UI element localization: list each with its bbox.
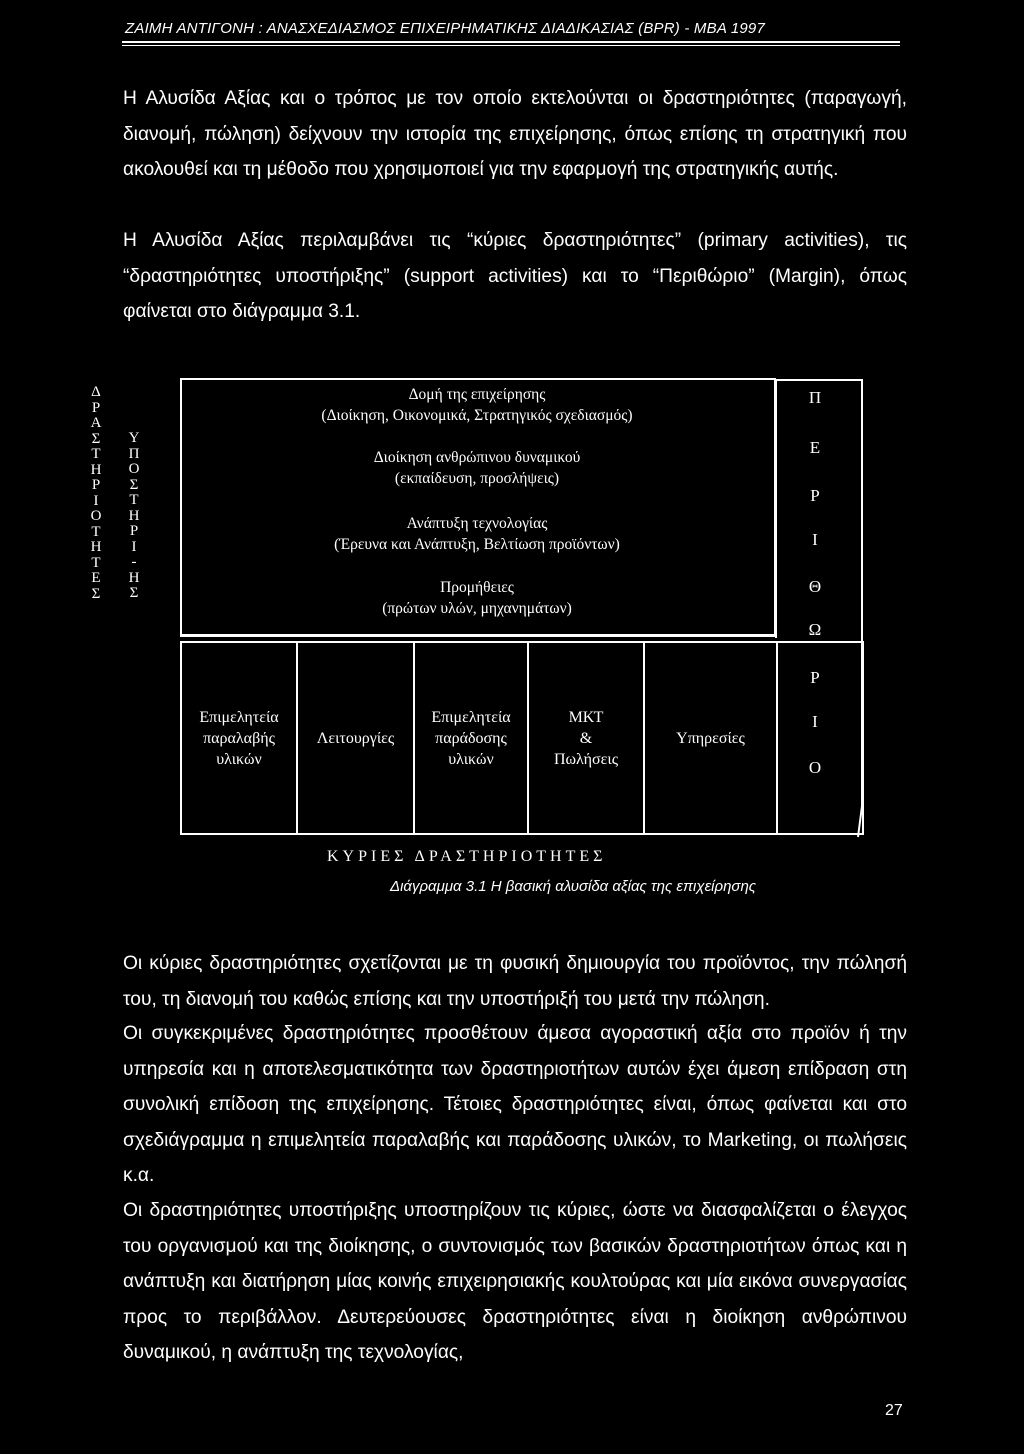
primary-marketing-sales	[529, 643, 643, 833]
margin-letter: Ι	[812, 530, 818, 549]
vertical-letter: Τ	[91, 554, 101, 571]
support-human-resources	[180, 447, 774, 489]
vertical-letter: Τ	[129, 492, 139, 508]
margin-letter: Θ	[808, 577, 822, 596]
body-paragraph-1: Οι κύριες δραστηριότητες σχετίζονται με τη φυσική δημιουργία του προϊόντος, την πώλησή του, τη διανομή του καθώς επίσης και την υποστήριξή του μετά την πώληση.	[123, 953, 907, 1010]
support-detail: (Έρευνα και Ανάπτυξη, Βελτίωση προϊόντων)	[334, 536, 620, 553]
margin-letter: Ρ	[810, 486, 820, 505]
support-detail: (εκπαίδευση, προσλήψεις)	[394, 470, 560, 487]
vertical-letter: Η	[90, 461, 102, 478]
cell-line: υλικών	[216, 750, 262, 768]
intro-paragraph-2: Η Αλυσίδα Αξίας περιλαμβάνει τις “κύριες δραστηριότητες” (primary activities), τις “δραστηριότητες υποστήριξης” (support activities) και το “Περιθώριο” (Margin), όπως φαίνεται στο διάγραμμα 3.1.	[123, 230, 907, 322]
support-firm-infrastructure	[180, 384, 774, 426]
primary-operations	[298, 643, 413, 833]
support-bottom-rule	[180, 634, 776, 636]
cell-line: Υπηρεσίες	[676, 729, 745, 747]
vertical-letter: Σ	[129, 476, 139, 493]
page-number: 27	[885, 1402, 903, 1419]
vertical-letter: Ι	[131, 538, 137, 555]
vertical-letter: Η	[128, 569, 140, 586]
vertical-letter: -	[131, 554, 137, 570]
vertical-letter: Υ	[128, 430, 140, 446]
margin-letter: Π	[808, 388, 822, 407]
cell-line: Επιμελητεία	[199, 708, 279, 726]
intro-paragraph-1: Η Αλυσίδα Αξίας και ο τρόπος με τον οποίο εκτελούνται οι δραστηριότητες (παραγωγή, διανομή, πώληση) δείχνουν την ιστορία της επιχείρησης, όπως επίσης τη στρατηγική που ακολουθεί και τη μέθοδο που χρησιμοποιεί για την εφαρμογή της στρατηγικής αυτής.	[123, 88, 907, 180]
cell-line: παραλαβής	[203, 729, 275, 747]
support-detail: (πρώτων υλών, μηχανημάτων)	[382, 600, 572, 617]
cell-line: Πωλήσεις	[553, 750, 619, 768]
vertical-letter: Τ	[91, 446, 101, 462]
header-rule	[122, 41, 900, 43]
vertical-letter: Ο	[90, 508, 102, 524]
running-header: ΖΑΙΜΗ ΑΝΤΙΓΟΝΗ : ΑΝΑΣΧΕΔΙΑΣΜΟΣ ΕΠΙΧΕΙΡΗΜΑΤΙΚΗΣ ΔΙΑΔΙΚΑΣΙΑΣ (BPR) - ΜΒΑ 1997	[125, 20, 765, 37]
margin-letter: Ε	[809, 438, 821, 457]
header-rule-thin	[122, 45, 900, 46]
vertical-letter: Σ	[91, 430, 101, 447]
cell-line: υλικών	[448, 750, 494, 768]
body-paragraph-2: Οι συγκεκριμένες δραστηριότητες προσθέτουν άμεσα αγοραστική αξία στο προϊόν ή την υπηρεσία και η αποτελεσματικότητα των δραστηριοτήτων αυτών έχει άμεση επίδραση στη συνολική επίδοση της επιχείρησης. Τέτοιες δραστηριότητες είναι, όπως φαίνεται και στο σχεδιάγραμμα η επιμελητεία παραλαβής και παράδοσης υλικών, το Marketing, οι πωλήσεις κ.α.	[123, 1023, 907, 1186]
cell-line: παράδοσης	[435, 729, 507, 747]
support-title: Διοίκηση ανθρώπινου δυναμικού	[373, 449, 581, 466]
vertical-letter: Σ	[129, 585, 139, 601]
vertical-letter: Δ	[91, 384, 101, 400]
vertical-letter: Τ	[91, 523, 101, 540]
vertical-letter: Ε	[91, 570, 101, 586]
support-procurement	[180, 577, 774, 619]
vertical-letter: Ο	[128, 461, 140, 477]
support-title: Ανάπτυξη τεχνολογίας	[406, 515, 548, 532]
margin-letter: Ο	[808, 758, 822, 777]
vertical-letter: Ρ	[91, 399, 101, 416]
activities-vertical-label	[86, 385, 106, 602]
cell-line: ΜΚΤ	[568, 708, 604, 726]
vertical-letter: Η	[128, 507, 140, 524]
support-vertical-label	[124, 431, 144, 602]
diagram-caption: Διάγραμμα 3.1 Η βασική αλυσίδα αξίας της επιχείρησης	[390, 878, 757, 895]
vertical-letter: Ρ	[91, 477, 101, 493]
vertical-letter: Η	[90, 539, 102, 555]
vertical-letter: Ι	[93, 492, 99, 509]
cell-line: Λειτουργίες	[316, 729, 395, 747]
margin-letter: Ω	[808, 620, 822, 639]
support-title: Προμήθειες	[440, 579, 514, 596]
support-title: Δομή της επιχείρησης	[408, 386, 546, 403]
margin-letter: Ι	[812, 712, 818, 731]
vertical-letter: Α	[90, 415, 102, 431]
body-paragraph-3: Οι δραστηριότητες υποστήριξης υποστηρίζουν τις κύριες, ώστε να διασφαλίζεται ο έλεγχος του οργανισμού και της διοίκησης, ο συντονισμός των βασικών δραστηριοτήτων όπως και η ανάπτυξη και διατήρηση μίας κοινής επιχειρησιακής κουλτούρας και μία εικόνα συνεργασίας προς το περιβάλλον. Δευτερεύουσες δραστηριότητες είναι η διοίκηση ανθρώπινου δυναμικού, η ανάπτυξη της τεχνολογίας,	[123, 1200, 907, 1363]
cell-line: Επιμελητεία	[431, 708, 511, 726]
vertical-letter: Π	[128, 445, 140, 462]
primary-activities-label: ΚΥΡΙΕΣ ΔΡΑΣΤΗΡΙΟΤΗΤΕΣ	[327, 848, 607, 865]
margin-letter: Ρ	[810, 668, 820, 687]
primary-services	[645, 643, 776, 833]
vertical-letter: Ρ	[129, 523, 139, 539]
primary-outbound-logistics	[415, 643, 527, 833]
vertical-letter: Σ	[91, 585, 101, 602]
support-detail: (Διοίκηση, Οικονομικά, Στρατηγικός σχεδιασμός)	[321, 407, 633, 424]
support-technology	[180, 513, 774, 555]
primary-inbound-logistics	[182, 643, 296, 833]
cell-line: &	[579, 729, 593, 747]
